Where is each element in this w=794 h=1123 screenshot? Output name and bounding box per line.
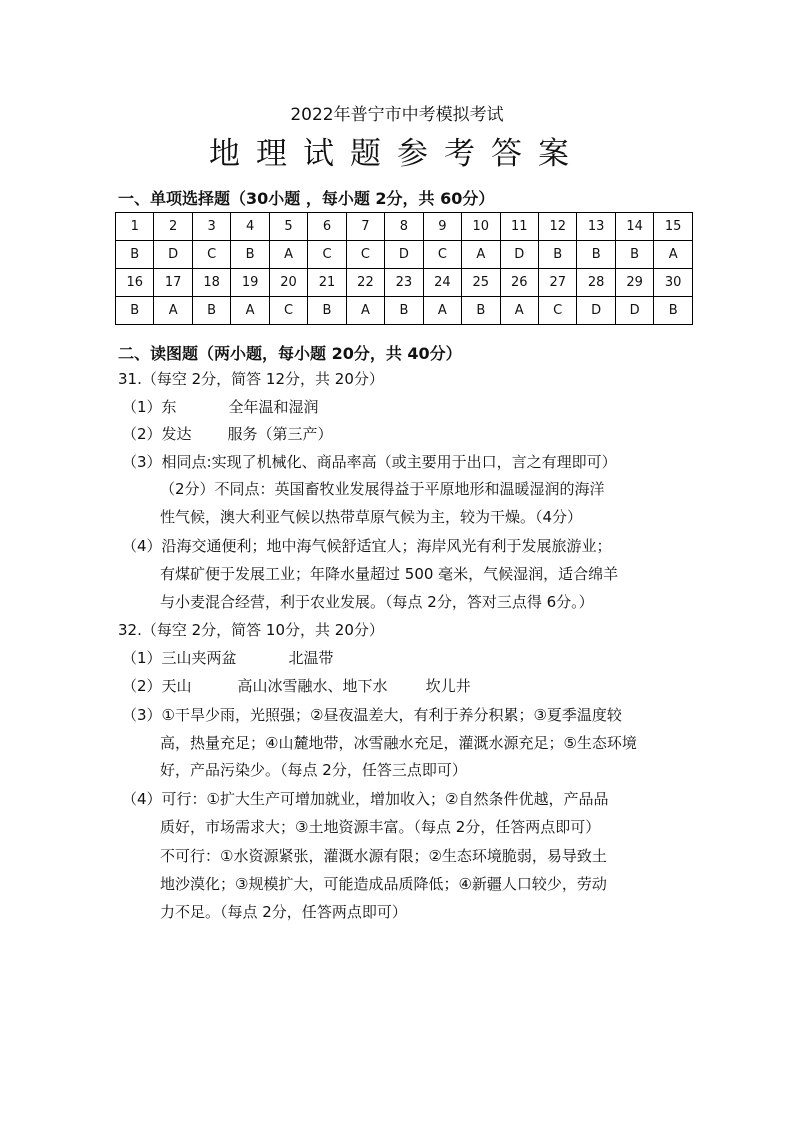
answer-cell: B: [231, 241, 269, 269]
question-number-cell: 30: [654, 269, 693, 297]
question-number-cell: 18: [192, 269, 230, 297]
q32-a2-answer-a: 高山冰雪融水、地下水: [237, 677, 388, 695]
q32-answer-3-line-2: 高，热量充足；④山麓地带，冰雪融水充足，灌溉水源充足；⑤生态环境: [160, 734, 637, 752]
q31-answer-4-line-3: 与小麦混合经营，利于农业发展。（每点 2分，答对三点得 6分。）: [160, 593, 594, 611]
q32-answer-4-line-4: 地沙漠化；③规模扩大，可能造成品质降低；④新疆人口较少，劳动: [160, 875, 607, 893]
answer-cell: A: [423, 297, 461, 325]
question-number-cell: 24: [423, 269, 461, 297]
q32-answer-4-line-3: 不可行：①水资源紧张，灌溉水源有限；②生态环境脆弱，易导致土: [160, 847, 607, 865]
answer-cell: B: [116, 241, 154, 269]
q31-answer-3-line-2: （2分）不同点：英国畜牧业发展得益于平原地形和温暖湿润的海洋: [160, 480, 605, 498]
answer-cell: D: [615, 297, 653, 325]
q31-a2-answer: 服务（第三产）: [227, 425, 333, 443]
question-number-cell: 25: [462, 269, 500, 297]
question-number-cell: 10: [462, 213, 500, 241]
question-number-cell: 21: [308, 269, 346, 297]
q32-answer-4-line-1: （4）可行：①扩大生产可增加就业，增加收入；②自然条件优越，产品品: [122, 790, 609, 808]
question-number-cell: 9: [423, 213, 461, 241]
q31-answer-4-line-2: 有煤矿便于发展工业；年降水量超过 500 毫米，气候湿润，适合绵羊: [160, 565, 619, 583]
question-number-row: [116, 213, 693, 241]
q31-a1-answer: 全年温和湿润: [228, 398, 319, 416]
answer-cell: B: [385, 297, 423, 325]
question-number-cell: 19: [231, 269, 269, 297]
question-number-cell: 11: [500, 213, 538, 241]
answer-cell: B: [308, 297, 346, 325]
question-number-cell: 22: [346, 269, 384, 297]
answer-cell: C: [346, 241, 384, 269]
answer-cell: A: [231, 297, 269, 325]
answer-cell: C: [308, 241, 346, 269]
answer-cell: D: [577, 297, 615, 325]
q31-answer-4-line-1: （4）沿海交通便利；地中海气候舒适宜人；海岸风光有利于发展旅游业；: [122, 537, 612, 555]
answer-cell: A: [654, 241, 693, 269]
q32-answer-2: [122, 673, 471, 699]
q31-answer-2: [122, 421, 333, 447]
answer-cell: C: [423, 241, 461, 269]
q32-answer-4-line-2: 质好，市场需求大；③土地资源丰富。（每点 2分，任答两点即可）: [160, 818, 601, 836]
answer-cell: D: [500, 241, 538, 269]
answer-cell: C: [538, 297, 576, 325]
answer-cell: C: [192, 241, 230, 269]
q31-answer-3-line-1: （3）相同点:实现了机械化、商品率高（或主要用于出口，言之有理即可）: [122, 453, 617, 471]
question-number-cell: 6: [308, 213, 346, 241]
question-number-cell: 7: [346, 213, 384, 241]
question-number-cell: 1: [116, 213, 154, 241]
q31-a1-label: （1）东: [122, 398, 177, 416]
q32-a1-label: （1）三山夹两盆: [122, 649, 237, 667]
question-number-cell: 14: [615, 213, 653, 241]
q31-a2-label: （2）发达: [122, 425, 192, 443]
answer-cell: A: [154, 297, 192, 325]
q31-answer-1: [122, 394, 319, 420]
answer-cell: B: [192, 297, 230, 325]
question-number-cell: 28: [577, 269, 615, 297]
q31-answer-3-line-3: 性气候，澳大利亚气候以热带草原气候为主，较为干燥。（4分）: [160, 508, 583, 526]
question-number-cell: 27: [538, 269, 576, 297]
answer-cell: C: [269, 297, 307, 325]
question-number-cell: 12: [538, 213, 576, 241]
section2-heading: 二、读图题（两小题，每小题 20分，共 40分）: [118, 344, 462, 363]
answer-cell: A: [500, 297, 538, 325]
q32-answer-3-line-3: 好，产品污染少。（每点 2分，任答三点即可）: [160, 761, 467, 779]
q32-answer-3-line-1: （3）①干旱少雨，光照强；②昼夜温差大，有利于养分积累；③夏季温度较: [122, 706, 622, 724]
exam-title: 2022年普宁市中考模拟考试: [290, 105, 504, 125]
q32-a2-label: （2）天山: [122, 677, 192, 695]
answer-table: [115, 212, 693, 325]
question-number-cell: 29: [615, 269, 653, 297]
question-number-cell: 23: [385, 269, 423, 297]
answer-row: [116, 297, 693, 325]
answer-cell: B: [116, 297, 154, 325]
question-number-cell: 2: [154, 213, 192, 241]
answer-cell: B: [654, 297, 693, 325]
q32-answer-4-line-5: 力不足。（每点 2分，任答两点即可）: [160, 903, 407, 921]
question-number-cell: 16: [116, 269, 154, 297]
q31-intro: 31.（每空 2分，简答 12分，共 20分）: [118, 370, 384, 388]
q32-answer-1: [122, 645, 334, 671]
question-number-cell: 8: [385, 213, 423, 241]
answer-cell: D: [385, 241, 423, 269]
answer-cell: A: [269, 241, 307, 269]
question-number-cell: 5: [269, 213, 307, 241]
q32-a2-answer-b: 坎儿井: [425, 677, 471, 695]
answer-cell: B: [462, 297, 500, 325]
answer-row: [116, 241, 693, 269]
answer-cell: A: [346, 297, 384, 325]
question-number-cell: 20: [269, 269, 307, 297]
question-number-cell: 13: [577, 213, 615, 241]
section1-heading: 一、单项选择题（30小题 ，每小题 2分，共 60分）: [118, 189, 495, 208]
question-number-row: [116, 269, 693, 297]
question-number-cell: 15: [654, 213, 693, 241]
answer-cell: B: [577, 241, 615, 269]
question-number-cell: 17: [154, 269, 192, 297]
q32-a1-answer: 北温带: [288, 649, 334, 667]
question-number-cell: 3: [192, 213, 230, 241]
answer-title: 地理试题参考答案: [209, 136, 585, 172]
answer-cell: A: [462, 241, 500, 269]
answer-cell: B: [538, 241, 576, 269]
question-number-cell: 26: [500, 269, 538, 297]
answer-cell: D: [154, 241, 192, 269]
question-number-cell: 4: [231, 213, 269, 241]
q32-intro: 32.（每空 2分，简答 10分，共 20分）: [118, 621, 384, 639]
answer-cell: B: [615, 241, 653, 269]
